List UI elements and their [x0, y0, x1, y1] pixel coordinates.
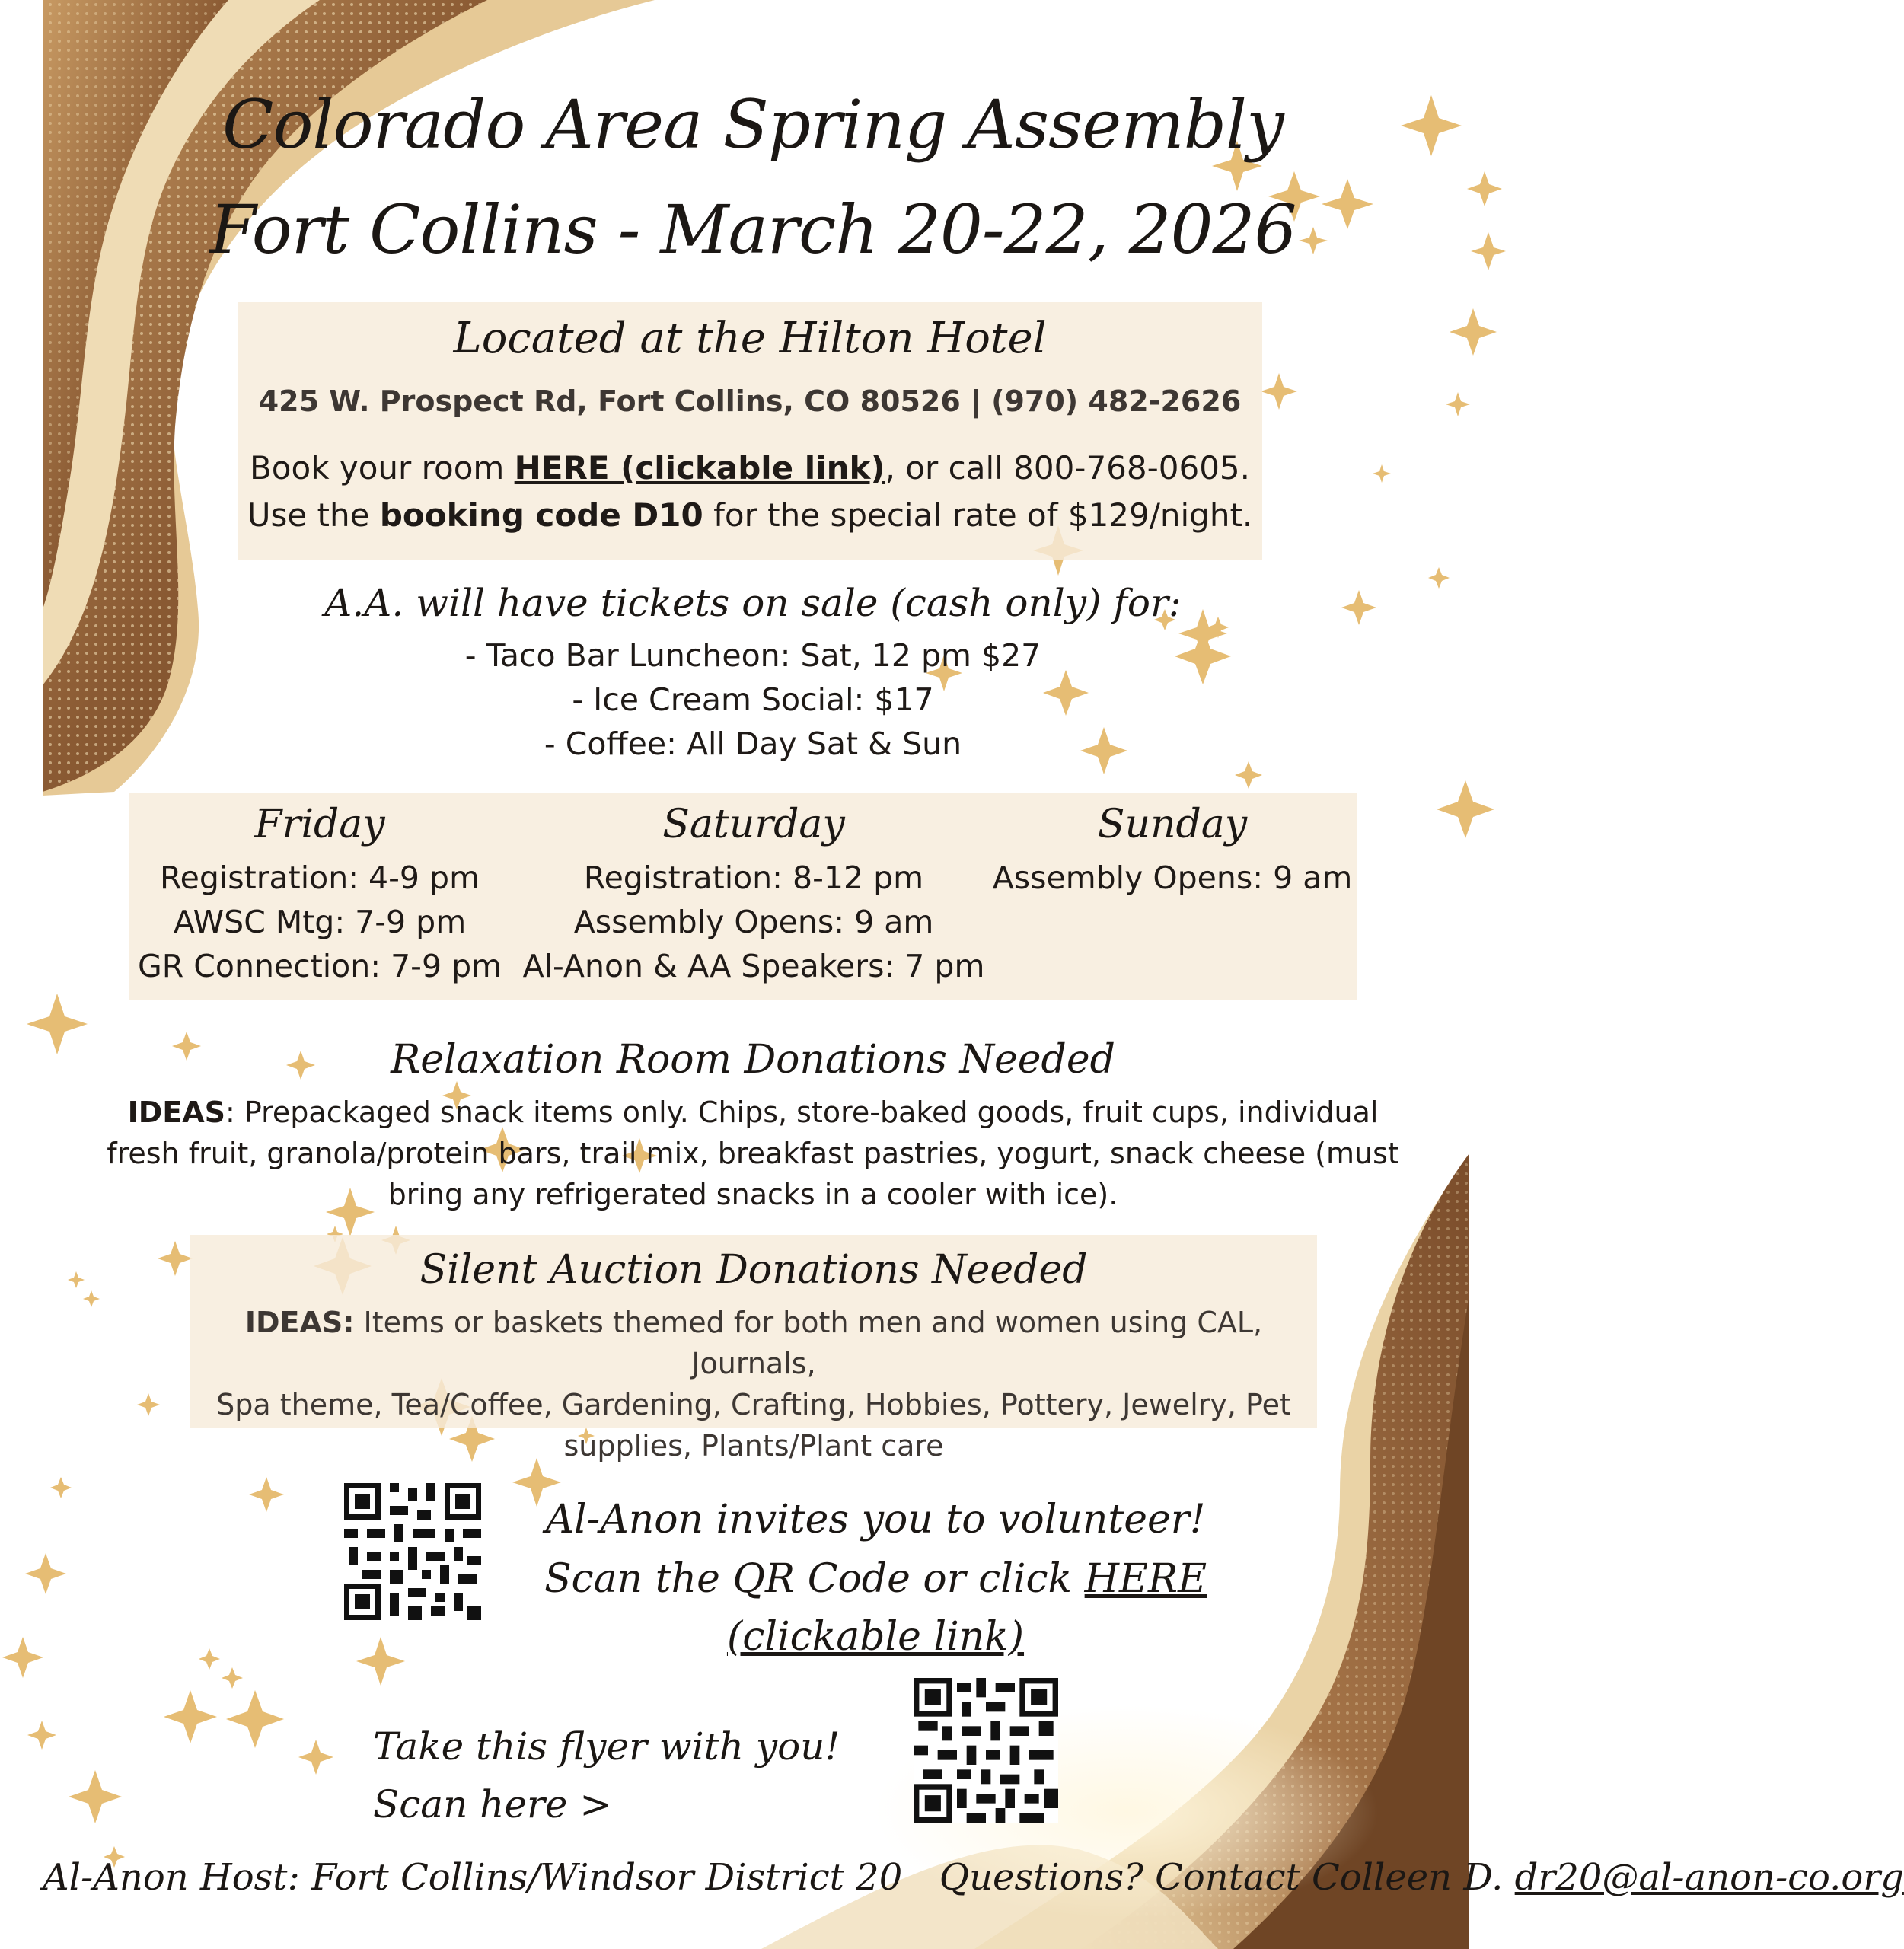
book-prefix: Book your room — [249, 449, 515, 486]
ideas-label: IDEAS: — [244, 1306, 355, 1339]
schedule-line: Registration: 8-12 pm — [583, 860, 924, 896]
volunteer-link[interactable]: HERE (clickable link) — [726, 1556, 1207, 1660]
schedule-line: Registration: 4-9 pm — [159, 860, 480, 896]
volunteer-prefix: Scan the QR Code or click — [544, 1556, 1085, 1602]
footer — [43, 1847, 1904, 1908]
schedule-sunday — [990, 798, 1355, 900]
code-suffix: for the special rate of $129/night. — [703, 496, 1253, 534]
ticket-item: - Ice Cream Social: $17 — [572, 681, 934, 718]
relaxation-line-3: bring any refrigerated snacks in a cooler with ice). — [387, 1178, 1118, 1211]
auction-heading: Silent Auction Donations Needed — [419, 1247, 1088, 1293]
auction-panel — [190, 1235, 1317, 1463]
ticket-item: - Taco Bar Luncheon: Sat, 12 pm $27 — [464, 637, 1041, 674]
booking-code: booking code D10 — [379, 496, 703, 534]
auction-text-1: Items or baskets themed for both men and women using CAL, Journals, — [354, 1306, 1263, 1380]
relaxation-line-2: fresh fruit, granola/protein bars, trail mix, breakfast pastries, yogurt, snack cheese (must — [107, 1137, 1399, 1170]
hotel-address: 425 W. Prospect Rd, Fort Collins, CO 80526 | (970) 482-2626 — [258, 384, 1242, 418]
auction-line-2: Spa theme, Tea/Coffee, Gardening, Crafting, Hobbies, Pottery, Jewelry, Pet — [216, 1388, 1291, 1421]
auction-ideas — [190, 1302, 1317, 1466]
relaxation-heading: Relaxation Room Donations Needed — [391, 1037, 1115, 1083]
relaxation-line-1 — [61, 1092, 1445, 1133]
footer-contact: Questions? Contact Colleen D. — [939, 1856, 1504, 1899]
hotel-panel — [238, 302, 1262, 560]
title-line-2: Fort Collins - March 20-22, 2026 — [209, 190, 1296, 269]
volunteer-line-1: Al-Anon invites you to volunteer! — [545, 1497, 1206, 1542]
tickets-list — [0, 633, 1506, 766]
day-heading-friday: Friday — [254, 802, 385, 847]
code-prefix: Use the — [247, 496, 380, 534]
schedule-line: Al-Anon & AA Speakers: 7 pm — [522, 948, 985, 984]
ideas-label: IDEAS — [127, 1096, 225, 1129]
auction-line-3: supplies, Plants/Plant care — [563, 1429, 944, 1463]
schedule-line: Assembly Opens: 9 am — [992, 860, 1353, 896]
schedule-line: GR Connection: 7-9 pm — [137, 948, 502, 984]
book-room-line — [238, 445, 1262, 491]
relaxation-ideas — [61, 1092, 1445, 1215]
auction-line-1 — [190, 1302, 1317, 1384]
ticket-item: - Coffee: All Day Sat & Sun — [544, 726, 962, 762]
book-room-link[interactable]: HERE (clickable link) — [514, 449, 885, 486]
footer-email-link[interactable]: dr20@al-anon-co.org — [1514, 1856, 1904, 1899]
relaxation-text-1: : Prepackaged snack items only. Chips, store-baked goods, fruit cups, individual — [225, 1096, 1379, 1129]
schedule-line: AWSC Mtg: 7-9 pm — [173, 904, 467, 940]
booking-code-line — [238, 493, 1262, 538]
day-heading-sunday: Sunday — [1097, 802, 1248, 847]
schedule-friday — [129, 798, 510, 988]
schedule-line: Assembly Opens: 9 am — [573, 904, 934, 940]
hotel-heading: Located at the Hilton Hotel — [453, 314, 1047, 363]
schedule-saturday — [518, 798, 990, 988]
day-heading-saturday: Saturday — [662, 802, 845, 847]
footer-host: Al-Anon Host: Fort Collins/Windsor District 20 — [43, 1856, 903, 1899]
book-suffix: , or call 800-768-0605. — [885, 449, 1251, 486]
flyer-qr-code[interactable] — [914, 1678, 1058, 1823]
tickets-heading: A.A. will have tickets on sale (cash only) for: — [324, 581, 1182, 625]
title-line-1: Colorado Area Spring Assembly — [222, 85, 1284, 164]
volunteer-line-2 — [502, 1550, 1249, 1666]
volunteer-qr-code[interactable] — [344, 1483, 481, 1620]
flyer-scan-text: Take this flyer with you! Scan here > — [373, 1724, 840, 1826]
